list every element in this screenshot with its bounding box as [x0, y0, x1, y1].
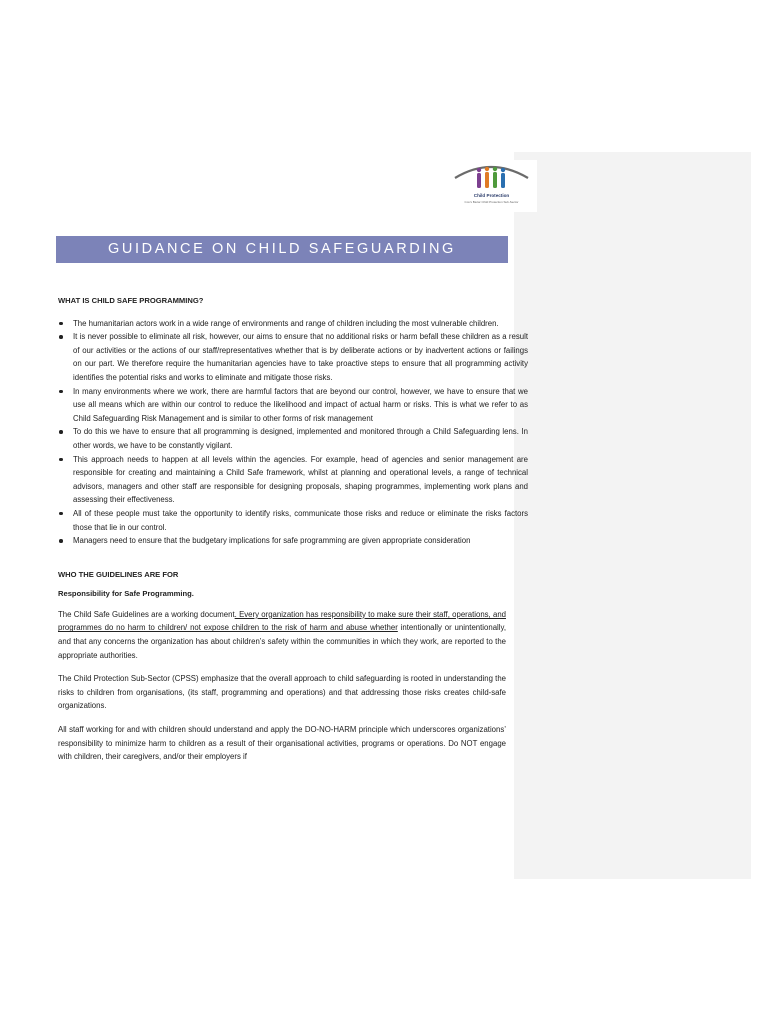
bullet-item: To do this we have to ensure that all programming is designed, implemented and monitored through a Child Safeguarding lens. In other words, we have to be constantly vigilant. [58, 425, 528, 452]
underlined-text: . Every organization has responsibility to make sure their staff, operations, and programmes do no harm to children/ not expose children to the risk of harm and abuse whether [58, 609, 506, 633]
child-protection-logo [446, 160, 537, 212]
bullet-item: Managers need to ensure that the budgetary implications for safe programming are given appropriate consideration [58, 534, 528, 548]
paragraph [58, 608, 506, 662]
comment-pane [514, 152, 751, 879]
section-heading: WHAT IS CHILD SAFE PROGRAMMING? [58, 296, 204, 305]
paragraph-text: intentionally or unintentionally, and that any concerns the organization has about children’s safety within the communities in which they work, are reported to the appropriate authorities. [58, 623, 506, 660]
paragraph-text: The Child Safe Guidelines are a working document [58, 609, 235, 619]
bullet-item: All of these people must take the opportunity to identify risks, communicate those risks and reduce or eliminate the risks factors those that lie in our control. [58, 507, 528, 534]
document-title: GUIDANCE ON CHILD SAFEGUARDING [56, 236, 508, 263]
paragraph: All staff working for and with children should understand and apply the DO-NO-HARM principle which underscores organizations’ responsibility to minimize harm to children as a result of their organisational activities, programs or operations. Do NOT engage with children, their caregivers, and/or their employers if [58, 725, 506, 762]
bullet-list [58, 317, 528, 548]
logo-title: Child Protection [473, 193, 510, 198]
section-heading: WHO THE GUIDELINES ARE FOR [58, 569, 179, 579]
bullet-item: It is never possible to eliminate all risk, however, our aims to ensure that no additional risks or harm befall these children as a result of our activities or the actions of our staff/representatives whether that is by deliberate actions or by inadvertent actions or failings on our part. We therefore require the humanitarian agencies have to take proactive steps to ensure that all programming activity identifies the potential risks and works to eliminate and mitigate those risks. [58, 330, 528, 384]
logo-figures-icon [452, 162, 531, 192]
logo-subtitle: Cox's Bazar Child Protection Sub-Sector [464, 200, 519, 204]
bullet-item: This approach needs to happen at all levels within the agencies. For example, head of agencies and senior management are responsible for creating and maintaining a Child Safe framework, whilst at planning and operational levels, a range of technical advisors, managers and other staff are responsible for designing proposals, shaping programmes, implementing work plans and assessing their effectiveness. [58, 453, 528, 507]
subsection-heading: Responsibility for Safe Programming. [58, 589, 194, 599]
paragraph: The Child Protection Sub-Sector (CPSS) emphasize that the overall approach to child safeguarding is rooted in understanding the risks to children from organisations, (its staff, programming and operations) and that addressing those risks creates child-safe organizations. [58, 674, 506, 711]
bullet-item: The humanitarian actors work in a wide range of environments and range of children including the most vulnerable children. [58, 317, 528, 331]
document-body [58, 294, 528, 774]
bullet-item: In many environments where we work, there are harmful factors that are beyond our control, however, we have to ensure that we use all means which are within our control to reduce the likelihood and impact of actual harm or risks. This is what we refer to as Child Safeguarding Risk Management and is similar to other forms of risk management [58, 385, 528, 426]
